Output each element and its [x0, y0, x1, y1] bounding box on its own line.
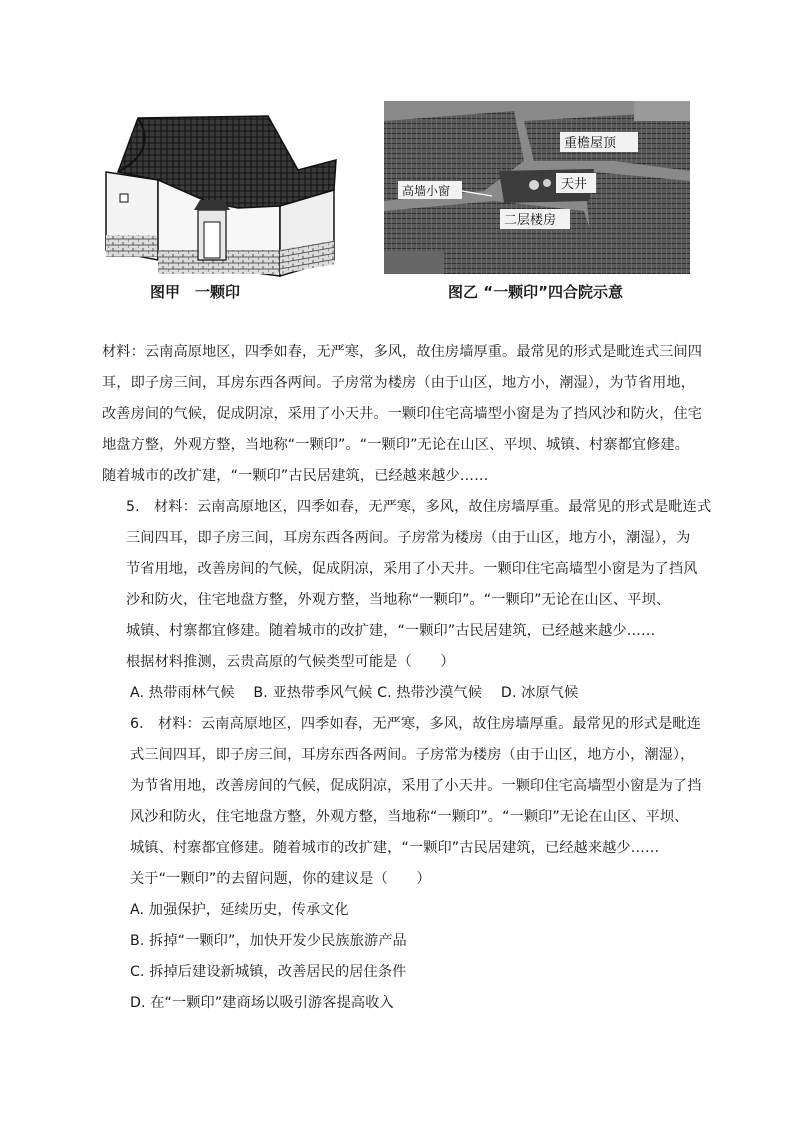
intro-line: 材料：云南高原地区，四季如春，无严寒，多风，故住房墙厚重。最常见的形式是毗连式三间四 — [102, 344, 703, 360]
q6-material-line: 城镇、村寨都宜修建。随着城市的改扩建，“一颗印”古民居建筑，已经越来越少…… — [130, 840, 660, 856]
figure-yikeyin-house — [98, 110, 340, 280]
q5-material-line: 5. 材料：云南高原地区，四季如春，无严寒，多风，故住房墙厚重。最常见的形式是毗连式 — [126, 499, 712, 515]
q5-material-line: 三间四耳，即子房三间，耳房东西各两间。子房常为楼房（由于山区，地方小，潮湿），为 — [126, 530, 691, 546]
q6-material-line: 式三间四耳，即子房三间，耳房东西各两间。子房常为楼房（由于山区，地方小，潮湿）， — [130, 747, 695, 763]
house-drawing — [98, 110, 340, 280]
courtyard-drawing — [384, 101, 690, 274]
q5-material-line: 沙和防火，住宅地盘方整，外观方整，当地称“一颗印”。“一颗印”无论在山区、平坝、 — [126, 592, 671, 608]
label-double-eave-roof: 重檐屋顶 — [564, 136, 617, 151]
q6-material-line: 为节省用地，改善房间的气候，促成阴凉，采用了小天井。一颗印住宅高墙型小窗是为了挡 — [130, 778, 702, 794]
intro-line: 改善房间的气候，促成阴凉，采用了小天井。一颗印住宅高墙型小窗是为了挡风沙和防火，住宅 — [102, 406, 703, 422]
intro-line: 地盘方整，外观方整，当地称“一颗印”。“一颗印”无论在山区、平坝、城镇、村寨都宜修建。 — [102, 437, 690, 453]
q5-options: A. 热带雨林气候 B. 亚热带季风气候 C. 热带沙漠气候 D. 冰原气候 — [130, 685, 579, 701]
q5-material-line: 节省用地，改善房间的气候，促成阴凉，采用了小天井。一颗印住宅高墙型小窗是为了挡风 — [126, 561, 698, 577]
figure-b-caption: 图乙 “一颗印”四合院示意 — [448, 283, 623, 301]
q5-question: 根据材料推测，云贵高原的气候类型可能是（ ） — [126, 654, 455, 670]
q6-material-line: 6. 材料：云南高原地区，四季如春，无严寒，多风，故住房墙厚重。最常见的形式是毗连 — [130, 716, 701, 732]
figure-a-caption: 图甲 一颗印 — [150, 283, 241, 301]
label-two-storey-building: 二层楼房 — [504, 213, 557, 228]
figure-courtyard-photo — [384, 101, 690, 274]
q6-material-line: 风沙和防火，住宅地盘方整，外观方整，当地称“一颗印”。“一颗印”无论在山区、平坝、 — [130, 809, 689, 825]
q6-option-d: D. 在“一颗印”建商场以吸引游客提高收入 — [130, 995, 394, 1011]
q6-option-b: B. 拆掉“一颗印”，加快开发少民族旅游产品 — [130, 933, 407, 949]
intro-line: 随着城市的改扩建，“一颗印”古民居建筑，已经越来越少…… — [102, 468, 489, 484]
q6-option-c: C. 拆掉后建设新城镇，改善居民的居住条件 — [130, 964, 407, 980]
q6-question: 关于“一颗印”的去留问题，你的建议是（ ） — [130, 871, 431, 887]
q5-material-line: 城镇、村寨都宜修建。随着城市的改扩建，“一颗印”古民居建筑，已经越来越少…… — [126, 623, 656, 639]
label-courtyard: 天井 — [561, 177, 588, 192]
q6-option-a: A. 加强保护，延续历史，传承文化 — [130, 902, 349, 918]
label-high-wall-window: 高墙小窗 — [402, 184, 451, 198]
intro-line: 耳，即子房三间，耳房东西各两间。子房常为楼房（由于山区，地方小，潮湿），为节省用地， — [102, 375, 695, 391]
